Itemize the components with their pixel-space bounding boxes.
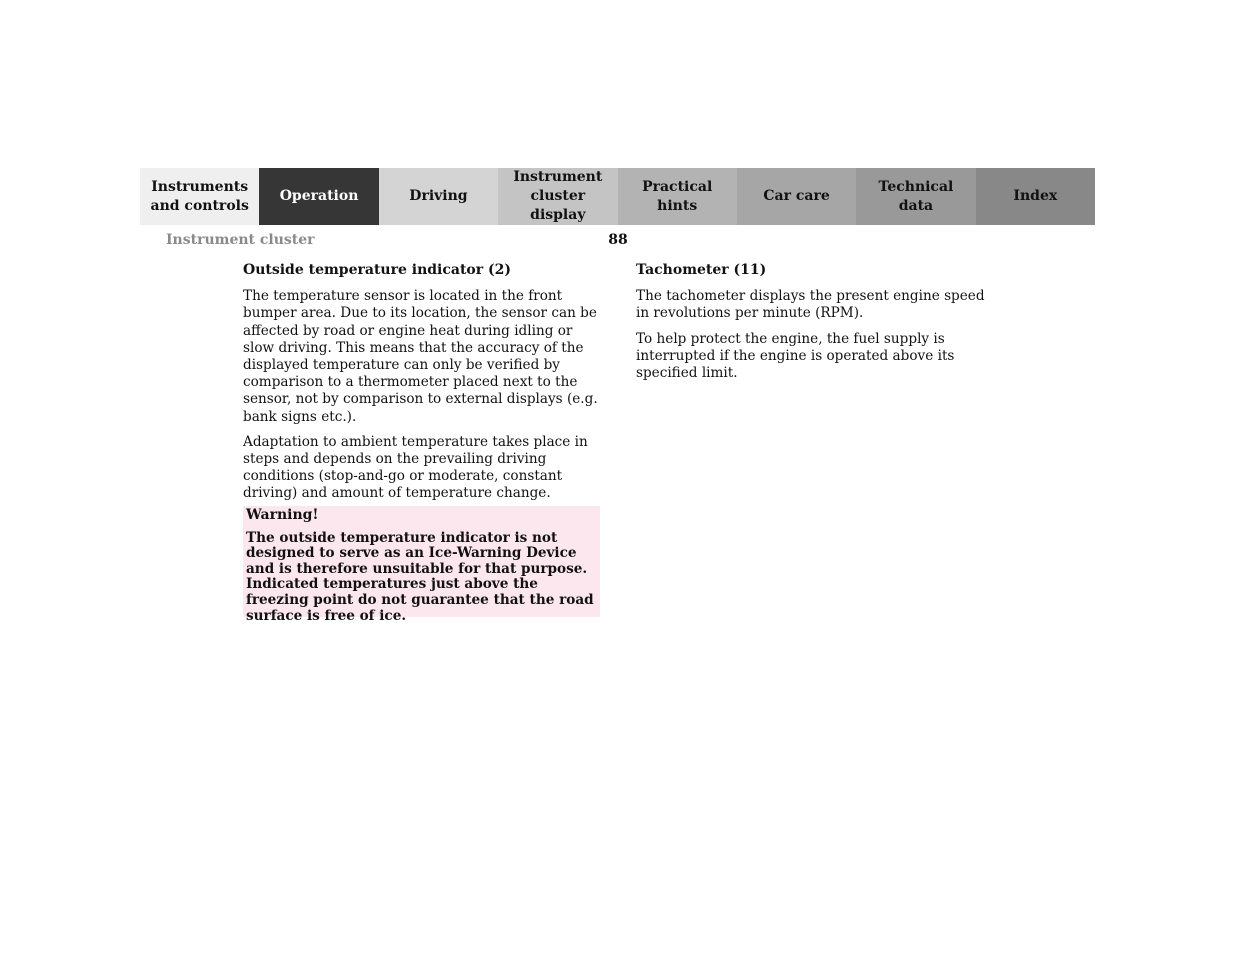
- tab-car-care[interactable]: Car care: [737, 168, 856, 225]
- chapter-tab-bar: [140, 168, 1095, 225]
- warning-text: The outside temperature indicator is not designed to serve as an Ice-Warning Device and is therefore unsuitable for that purpose. Indicated temperatures just above the freezing point do not guarantee that the road surface is free of ice.: [246, 529, 594, 624]
- fuel-cutoff-paragraph: To help protect the engine, the fuel supply is interrupted if the engine is operated above its specified limit.: [636, 330, 955, 382]
- tab-driving[interactable]: Driving: [379, 168, 498, 225]
- sensor-location-paragraph: The temperature sensor is located in the front bumper area. Due to its location, the sensor can be affected by road or engine heat during idling or slow driving. This means that the accuracy of the displayed temperature can only be verified by comparison to a thermometer placed next to the sensor, not by comparison to external displays (e.g. bank signs etc.).: [243, 288, 598, 425]
- tab-instruments-and-controls[interactable]: Instruments and controls: [140, 168, 259, 225]
- tab-index[interactable]: Index: [976, 168, 1095, 225]
- tab-technical-data[interactable]: Technical data: [856, 168, 975, 225]
- left-column: [243, 262, 601, 511]
- right-column: [636, 262, 994, 390]
- outside-temperature-heading: Outside temperature indicator (2): [243, 262, 511, 278]
- tab-operation[interactable]: Operation: [259, 168, 378, 225]
- tab-instrument-cluster-display[interactable]: Instrument cluster display: [498, 168, 617, 225]
- warning-box: [243, 506, 600, 624]
- warning-title: Warning!: [246, 507, 319, 523]
- section-title: Instrument cluster: [166, 232, 315, 248]
- tachometer-description-paragraph: The tachometer displays the present engine speed in revolutions per minute (RPM).: [636, 288, 985, 322]
- tab-practical-hints[interactable]: Practical hints: [618, 168, 737, 225]
- tachometer-heading: Tachometer (11): [636, 262, 767, 278]
- adaptation-paragraph: Adaptation to ambient temperature takes place in steps and depends on the prevailing driving conditions (stop-and-go or moderate, constant driving) and amount of temperature change.: [243, 433, 588, 502]
- page-number: 88: [608, 232, 628, 248]
